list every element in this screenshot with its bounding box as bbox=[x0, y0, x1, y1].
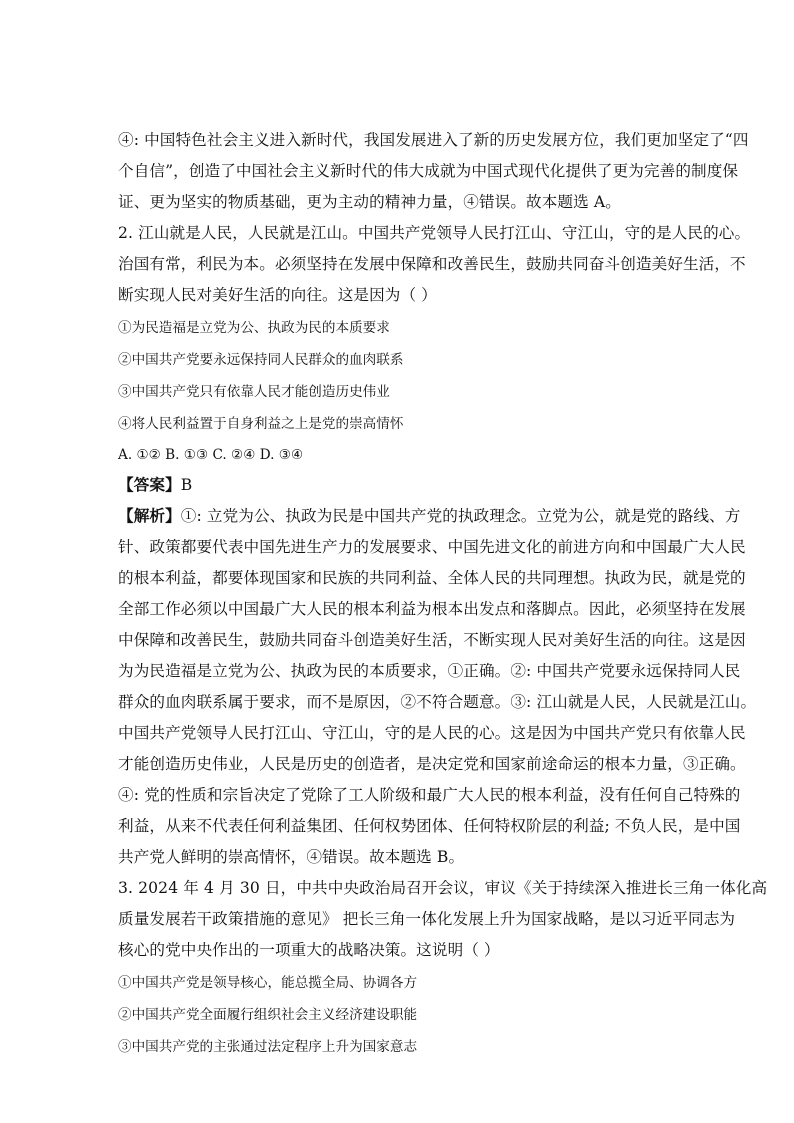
question-2-analysis-line: 群众的血肉联系属于要求，而不是原因，②不符合题意。③: 江山就是人民，人民就是江山。 bbox=[118, 693, 757, 711]
question-2-analysis-line: 共产党人鲜明的崇高情怀，④错误。故本题选 B。 bbox=[118, 848, 465, 866]
question-2-stem-line: 治国有常，利民为本。必须坚持在发展中保障和改善民生，鼓励共同奋斗创造美好生活，不 bbox=[118, 255, 746, 273]
question-2-analysis-line: 中国共产党领导人民打江山、守江山，守的是人民的心。这是因为中国共产党只有依靠人民 bbox=[118, 724, 746, 742]
question-3-stem-line: 核心的党中央作出的一项重大的战略决策。这说明（ ） bbox=[118, 941, 500, 959]
analysis-text: ①: 立党为公、执政为民是中国共产党的执政理念。立党为公，就是党的路线、方 bbox=[180, 507, 741, 525]
question-2-analysis-line: 为为民造福是立党为公、执政为民的本质要求，①正确。②: 中国共产党要永远保持同人民 bbox=[118, 662, 741, 680]
question-2-option: ④将人民利益置于自身利益之上是党的崇高情怀 bbox=[118, 416, 404, 432]
prev-answer-line: 个自信”，创造了中国社会主义新时代的伟大成就为中国式现代化提供了更为完善的制度保 bbox=[118, 162, 739, 180]
question-2-analysis-line bbox=[118, 506, 741, 526]
question-2-choices: A. ①② B. ①③ C. ②④ D. ③④ bbox=[118, 447, 304, 463]
prev-answer-line: ④: 中国特色社会主义进入新时代，我国发展进入了新的历史发展方位，我们更加坚定了“四 bbox=[118, 131, 749, 149]
question-2-analysis-line: 的根本利益，都要体现国家和民族的共同利益、全体人民的共同理想。执政为民，就是党的 bbox=[118, 569, 746, 587]
question-2-analysis-line: 利益，从来不代表任何利益集团、任何权势团体、任何特权阶层的利益; 不负人民，是中国 bbox=[118, 817, 741, 835]
question-2-option: ③中国共产党只有依靠人民才能创造历史伟业 bbox=[118, 384, 390, 400]
question-2-answer bbox=[118, 475, 684, 495]
question-2-analysis-line: 全部工作必须以中国最广大人民的根本利益为根本出发点和落脚点。因此，必须坚持在发展 bbox=[118, 600, 746, 618]
question-3-option: ①中国共产党是领导核心，能总揽全局、协调各方 bbox=[118, 975, 418, 991]
question-2-analysis-line: 针、政策都要代表中国先进生产力的发展要求、中国先进文化的前进方向和中国最广大人民 bbox=[118, 538, 746, 556]
question-2-analysis-line: 中保障和改善民生，鼓励共同奋斗创造美好生活，不断实现人民对美好生活的向往。这是因 bbox=[118, 631, 746, 649]
prev-answer-line: 证、更为坚实的物质基础，更为主动的精神力量，④错误。故本题选 A。 bbox=[118, 193, 621, 211]
question-2-analysis-line: 才能创造历史伟业，人民是历史的创造者，是决定党和国家前途命运的根本力量，③正确。 bbox=[118, 755, 746, 773]
question-2-stem-line: 断实现人民对美好生活的向往。这是因为（ ） bbox=[118, 286, 437, 304]
question-3-stem-line: 3. 2024 年 4 月 30 日，中共中央政治局召开会议，审议《关于持续深入推进长三角一体化高 bbox=[118, 879, 768, 897]
question-2-stem-line: 2. 江山就是人民，人民就是江山。中国共产党领导人民打江山、守江山，守的是人民的心。 bbox=[118, 224, 751, 242]
question-3-option: ②中国共产党全面履行组织社会主义经济建设职能 bbox=[118, 1007, 418, 1023]
question-3-stem-line: 质量发展若干政策措施的意见》 把长三角一体化发展上升为国家战略，是以习近平同志为 bbox=[118, 910, 736, 928]
question-3-option: ③中国共产党的主张通过法定程序上升为国家意志 bbox=[118, 1039, 418, 1055]
analysis-label: 【解析】 bbox=[118, 506, 181, 525]
question-2-option: ②中国共产党要永远保持同人民群众的血肉联系 bbox=[118, 352, 404, 368]
question-2-analysis-line: ④: 党的性质和宗旨决定了党除了工人阶级和最广大人民的根本利益，没有任何自己特殊的 bbox=[118, 786, 741, 804]
answer-value: B bbox=[180, 476, 193, 494]
answer-label: 【答案】 bbox=[118, 475, 181, 494]
question-2-option: ①为民造福是立党为公、执政为民的本质要求 bbox=[118, 320, 390, 336]
